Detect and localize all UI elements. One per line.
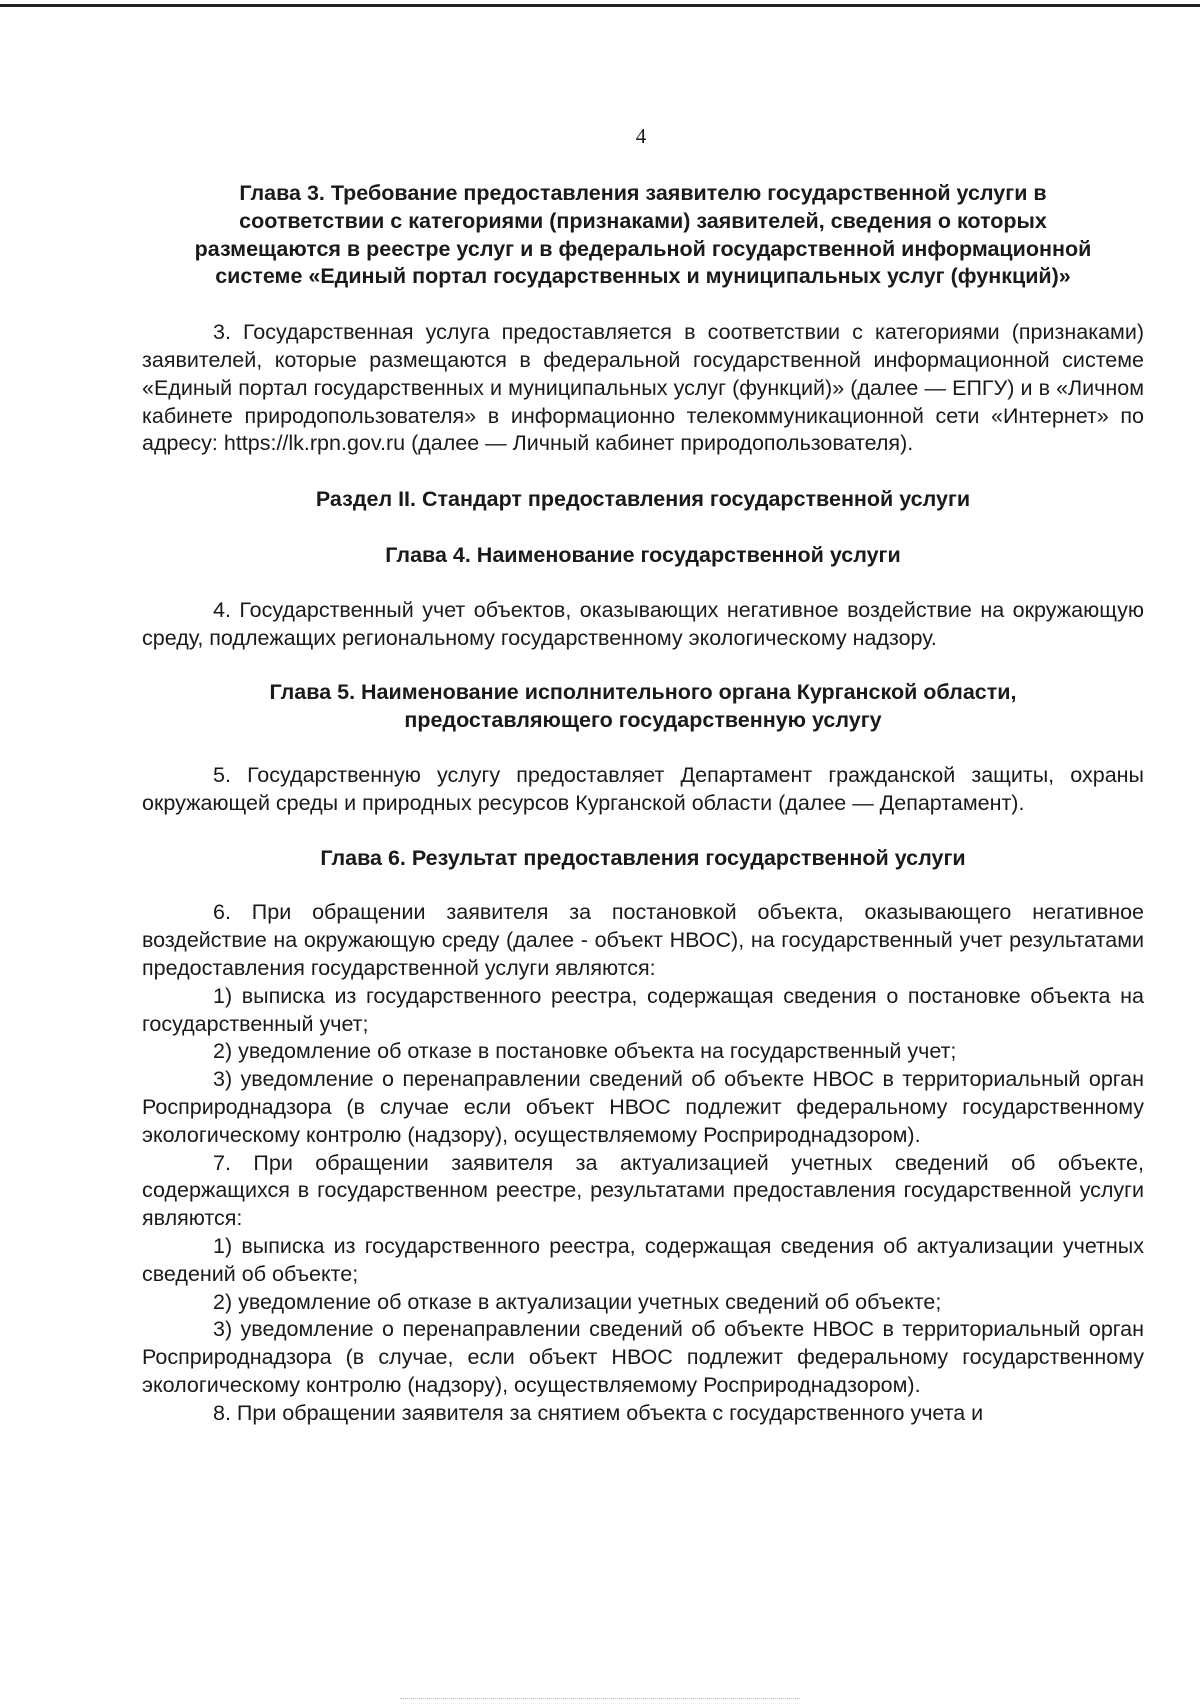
paragraph-7-item-2: 2) уведомление об отказе в актуализации учетных сведений об объекте; [213, 1289, 942, 1314]
paragraph-6-item-3: 3) уведомление о перенаправлении сведений об объекте НВОС в территориальный орган Росприроднадзора (в случае если объект НВОС подлежит федеральному государственному экологическому контролю (надзору), осуществляемому Росприроднадзором). [142, 1067, 1144, 1147]
chapter-5-heading: Глава 5. Наименование исполнительного органа Курганской области, предоставляющего государственную услугу [269, 680, 1017, 733]
paragraph-6: 6. При обращении заявителя за постановкой объекта, оказывающего негативное воздействие на окружающую среду (далее - объект НВОС), на государственный учет результатами предоставления государственной услуги являются: [142, 900, 1144, 980]
paragraph-7-item-1: 1) выписка из государственного реестра, содержащая сведения об актуализации учетных сведений об объекте; [142, 1233, 1144, 1286]
paragraph-5: 5. Государственную услугу предоставляет Департамент гражданской защиты, охраны окружающей среды и природных ресурсов Курганской области (далее — Департамент). [142, 762, 1144, 815]
paragraph-6-item-1: 1) выписка из государственного реестра, содержащая сведения о постановке объекта на государственный учет; [142, 983, 1144, 1036]
paragraph-6-item-2: 2) уведомление об отказе в постановке объекта на государственный учет; [213, 1039, 957, 1064]
document-body [142, 180, 1144, 1427]
paragraph-8: 8. При обращении заявителя за снятием объекта с государственного учета и [213, 1400, 984, 1425]
paragraph-7-item-3: 3) уведомление о перенаправлении сведений об объекте НВОС в территориальный орган Росприроднадзора (в случае, если объект НВОС подлежит федеральному государственному экологическому контролю (надзору), осуществляемому Росприроднадзором). [142, 1317, 1144, 1397]
paragraph-3: 3. Государственная услуга предоставляется в соответствии с категориями (признаками) заявителей, которые размещаются в федеральной государственной информационной системе «Единый портал государственных и муниципальных услуг (функций)» (далее — ЕПГУ) и в «Личном кабинете природопользователя» в информационно телекоммуникационной сети «Интернет» по адресу: https://lk.rpn.gov.ru (далее — Личный кабинет природопользователя). [142, 320, 1144, 456]
section-2-heading: Раздел II. Стандарт предоставления государственной услуги [315, 487, 971, 512]
paragraph-4: 4. Государственный учет объектов, оказывающих негативное воздействие на окружающую среду, подлежащих региональному государственному экологическому надзору. [142, 597, 1144, 650]
paragraph-7: 7. При обращении заявителя за актуализацией учетных сведений об объекте, содержащихся в государственном реестре, результатами предоставления государственной услуги являются: [142, 1150, 1144, 1231]
chapter-4-heading: Глава 4. Наименование государственной услуги [385, 542, 901, 567]
chapter-6-heading: Глава 6. Результат предоставления государственной услуги [320, 845, 966, 870]
top-border-line [0, 4, 1200, 7]
chapter-3-heading: Глава 3. Требование предоставления заявителю государственной услуги в соответствии с категориями (признаками) заявителей, сведения о которых размещаются в реестре услуг и в федеральной государственной информационной системе «Единый портал государственных и муниципальных услуг (функций)» [194, 181, 1092, 289]
page-number: 4 [635, 124, 647, 148]
bottom-scan-artifact [400, 1698, 800, 1700]
